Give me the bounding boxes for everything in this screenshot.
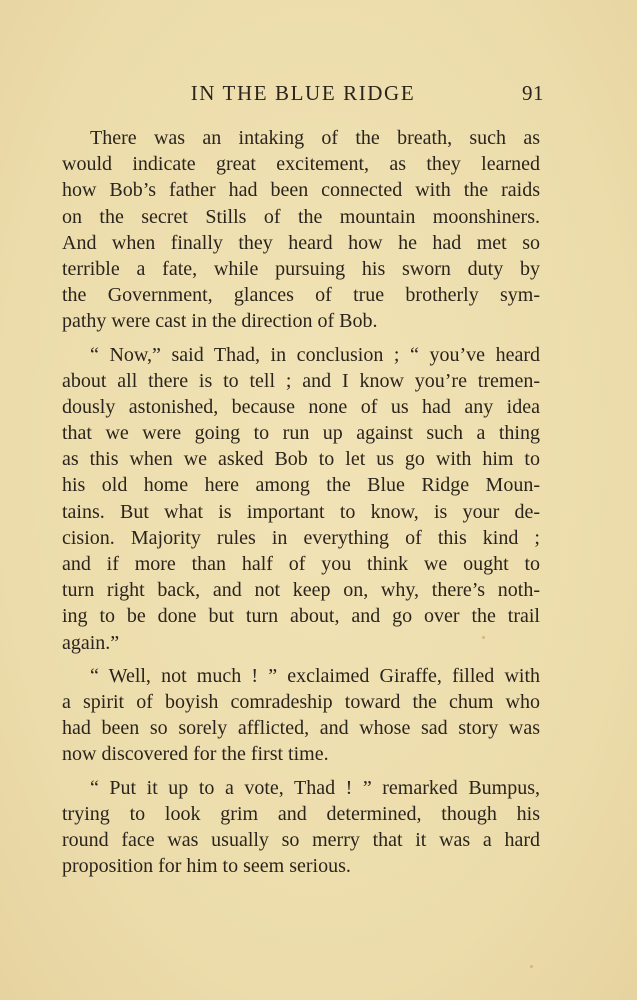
text-line: the Government, glances of true brotherly sym- <box>62 284 540 307</box>
paper-speck <box>482 636 485 639</box>
text-line: dously astonished, because none of us had any idea <box>62 395 540 418</box>
paragraph <box>62 342 540 656</box>
text-line: would indicate great excitement, as they learned <box>62 153 540 176</box>
text-line: again.” <box>62 631 120 654</box>
text-line: “ Now,” said Thad, in conclusion ; “ you’ve heard <box>90 343 540 366</box>
text-line: turn right back, and not keep on, why, there’s noth- <box>62 579 540 602</box>
text-line: how Bob’s father had been connected with the raids <box>62 179 540 202</box>
text-line: proposition for him to seem serious. <box>62 855 351 878</box>
text-line: a spirit of boyish comradeship toward the chum who <box>62 690 540 713</box>
text-line: that we were going to run up against such a thing <box>62 422 540 445</box>
text-line: “ Put it up to a vote, Thad ! ” remarked Bumpus, <box>90 776 540 799</box>
text-line: tains. But what is important to know, is your de- <box>62 500 540 523</box>
text-line: on the secret Stills of the mountain moonshiners. <box>62 205 540 228</box>
running-title: IN THE BLUE RIDGE <box>190 81 416 105</box>
text-line: pathy were cast in the direction of Bob. <box>62 310 378 333</box>
text-line: terrible a fate, while pursuing his sworn duty by <box>62 257 540 280</box>
paragraph <box>62 775 540 880</box>
text-line: trying to look grim and determined, though his <box>62 802 540 825</box>
text-line: as this when we asked Bob to let us go with him to <box>62 448 540 471</box>
text-line: cision. Majority rules in everything of this kind ; <box>62 526 540 549</box>
text-line: and if more than half of you think we ought to <box>62 553 540 575</box>
paragraph <box>62 663 540 768</box>
text-line: There was an intaking of the breath, such as <box>90 127 540 149</box>
body-text <box>62 125 540 886</box>
text-line: round face was usually so merry that it was a hard <box>62 828 540 851</box>
page-number: 91 <box>522 81 544 105</box>
text-line: now discovered for the first time. <box>62 743 329 766</box>
paragraph <box>62 125 540 335</box>
text-line: And when finally they heard how he had met so <box>62 231 540 254</box>
text-line: had been so sorely afflicted, and whose sad story was <box>62 717 540 740</box>
text-line: his old home here among the Blue Ridge Moun- <box>62 474 540 497</box>
running-head <box>62 78 544 108</box>
paper-speck <box>530 965 533 968</box>
text-line: “ Well, not much ! ” exclaimed Giraffe, filled with <box>90 664 540 687</box>
text-line: ing to be done but turn about, and go over the trail <box>62 605 540 628</box>
text-line: about all there is to tell ; and I know you’re tremen- <box>62 369 540 392</box>
